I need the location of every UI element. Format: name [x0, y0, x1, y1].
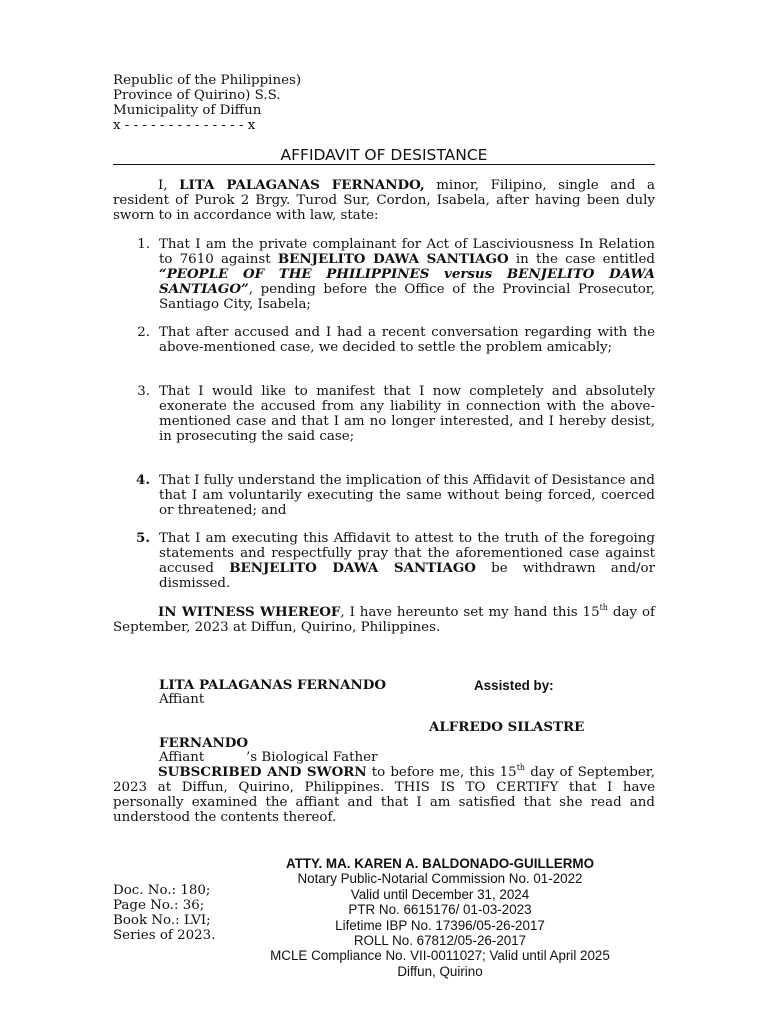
- item-1-case-title: “PEOPLE OF THE PHILIPPINES versus BENJELITO DAWA SANTIAGO”: [159, 266, 655, 297]
- notary-validity: Valid until December 31, 2024: [350, 886, 530, 902]
- witness-part1: , I have hereunto set my hand this 15: [340, 605, 600, 620]
- item-1-text: [159, 237, 655, 312]
- intro-post: minor, Filipino, single and a resident of Purok 2 Brgy. Turod Sur, Cordon, Isabela, after having been duly sworn to in accordance with law, state:: [113, 178, 655, 223]
- document-title: AFFIDAVIT OF DESISTANCE: [113, 146, 655, 165]
- jurat-sup: th: [516, 763, 526, 772]
- venue-province: Province of Quirino) S.S.: [113, 88, 281, 103]
- intro-pre: I,: [158, 178, 180, 193]
- item-5-text: [159, 531, 655, 591]
- father-name-line1: ALFREDO SILASTRE: [429, 719, 585, 735]
- intro-paragraph: [113, 178, 655, 223]
- book-number: Book No.: LVI;: [113, 913, 211, 928]
- venue-block: [113, 73, 373, 133]
- item-5-accused: BENJELITO DAWA SANTIAGO: [229, 560, 476, 576]
- series-year: Series of 2023.: [113, 928, 216, 943]
- notary-name: ATTY. MA. KAREN A. BALDONADO-GUILLERMO: [286, 856, 594, 871]
- notary-mcle: MCLE Compliance No. VII-0011027; Valid until April 2025: [270, 948, 610, 964]
- doc-info-block: [113, 883, 253, 943]
- witness-sup: th: [599, 603, 608, 612]
- item-4-text: That I fully understand the implication of this Affidavit of Desistance and that I am voluntarily executing the same without being forced, coerced or threatened; and: [159, 473, 655, 518]
- witness-paragraph: [113, 605, 655, 635]
- witness-heading: IN WITNESS WHEREOF: [158, 604, 341, 620]
- item-5-part2: be withdrawn and/or dismissed.: [159, 561, 656, 591]
- item-5-part1: That I am executing this Affidavit to attest to the truth of the foregoing statements and respectfully pray that the aforementioned case against accused: [159, 531, 655, 576]
- item-2-number: 2.: [137, 325, 150, 340]
- notary-location: Diffun, Quirino: [397, 963, 483, 979]
- notary-block: [230, 856, 650, 979]
- item-1-part2: in the case entitled: [508, 252, 655, 267]
- assisted-by-label: Assisted by:: [474, 678, 554, 693]
- jurat-part1: to before me, this 15: [366, 765, 517, 780]
- venue-municipality: Municipality of Diffun: [113, 103, 262, 118]
- notary-ibp: Lifetime IBP No. 17396/05-26-2017: [335, 917, 545, 933]
- item-1-part1: That I am the private complainant for Act of Lasciviousness In Relation to 7610 against: [159, 237, 655, 267]
- father-name-line2: FERNANDO: [159, 735, 248, 751]
- father-label-affiant: Affiant: [159, 750, 205, 765]
- item-1-number: 1.: [137, 237, 150, 252]
- father-label-relation: ’s Biological Father: [246, 750, 378, 765]
- item-5-number: 5.: [136, 530, 150, 546]
- affiant-signature-name: LITA PALAGANAS FERNANDO: [159, 677, 387, 693]
- item-3-number: 3.: [137, 384, 150, 399]
- notary-commission: Notary Public-Notarial Commission No. 01-2022: [297, 871, 583, 887]
- notary-ptr: PTR No. 6615176/ 01-03-2023: [348, 902, 532, 918]
- venue-separator: x - - - - - - - - - - - - - - x: [113, 118, 256, 133]
- witness-part2: day of September, 2023 at Diffun, Quirino, Philippines.: [113, 605, 655, 635]
- affiant-name-intro: LITA PALAGANAS FERNANDO,: [179, 177, 425, 193]
- item-2-text: That after accused and I had a recent conversation regarding with the above-mentioned case, we decided to settle the problem amicably;: [159, 325, 655, 355]
- item-1-part3: , pending before the Office of the Provincial Prosecutor, Santiago City, Isabela;: [159, 282, 655, 312]
- item-3-text: That I would like to manifest that I now completely and absolutely exonerate the accused from any liability in connection with the above-mentioned case and that I am no longer interested, and I hereby desist, in prosecuting the said case;: [159, 384, 655, 444]
- jurat-paragraph: [113, 765, 655, 825]
- jurat-part2: day of September, 2023 at Diffun, Quirino, Philippines. THIS IS TO CERTIFY that I have personally examined the affiant and that I am satisfied that she read and understood the contents thereof.: [113, 765, 655, 825]
- affiant-signature-label: Affiant: [159, 692, 205, 707]
- page-number: Page No.: 36;: [113, 898, 205, 913]
- jurat-heading: SUBSCRIBED AND SWORN: [158, 764, 367, 780]
- doc-number: Doc. No.: 180;: [113, 883, 211, 898]
- venue-republic: Republic of the Philippines): [113, 73, 302, 88]
- notary-roll: ROLL No. 67812/05-26-2017: [353, 933, 527, 949]
- item-1-accused: BENJELITO DAWA SANTIAGO: [277, 251, 509, 267]
- item-4-number: 4.: [136, 472, 150, 488]
